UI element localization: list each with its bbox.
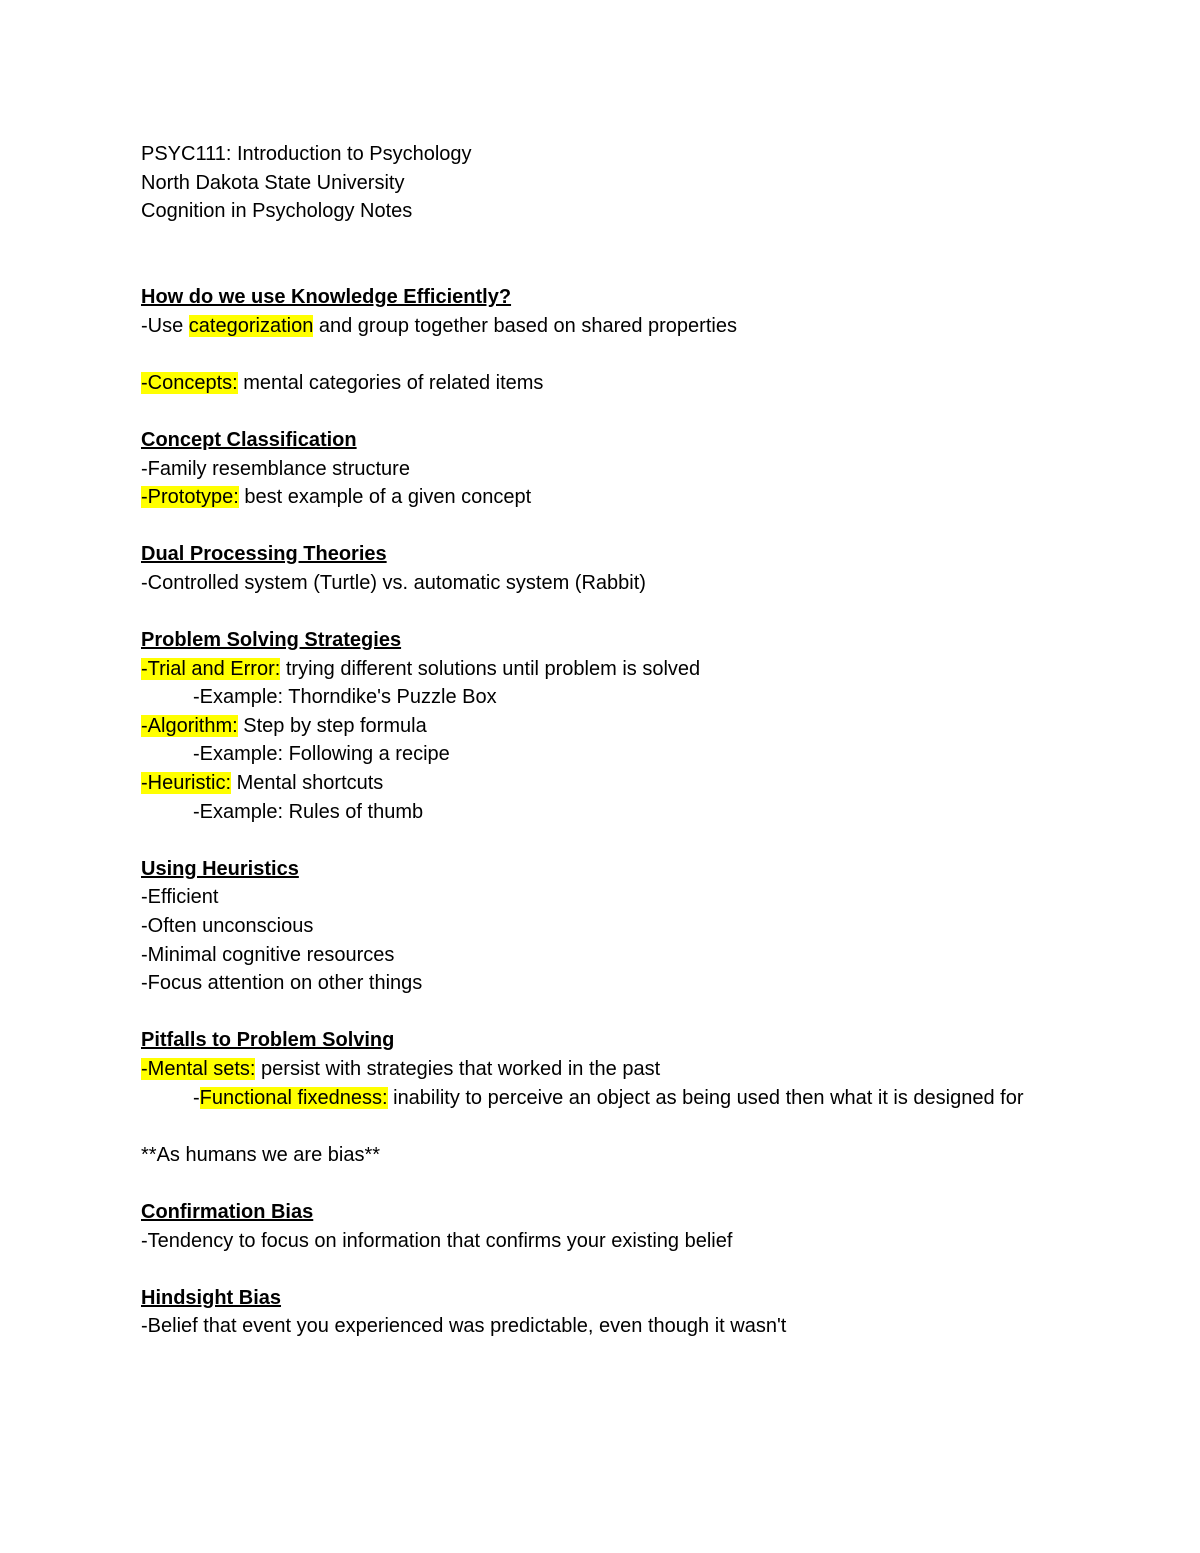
section-confirmation-bias: [141, 1198, 1071, 1255]
section-heading: Dual Processing Theories: [141, 543, 387, 566]
bullet-line: -Family resemblance structure: [141, 457, 410, 480]
highlight: -Algorithm:: [141, 714, 238, 737]
section-heading: How do we use Knowledge Efficiently?: [141, 285, 512, 308]
document-page: [141, 140, 1071, 1341]
section-hindsight-bias: [141, 1284, 1071, 1341]
bullet-line: -Controlled system (Turtle) vs. automatic system (Rabbit): [141, 571, 646, 594]
course-title: PSYC111: Introduction to Psychology: [141, 143, 472, 165]
example-line: -Example: Following a recipe: [193, 743, 450, 766]
section-using-heuristics: [141, 855, 1071, 998]
list-item: -Efficient: [141, 886, 219, 909]
section-heading: Using Heuristics: [141, 857, 299, 880]
school-name: North Dakota State University: [141, 171, 405, 194]
section-classification: [141, 426, 1071, 512]
section-dual-processing: [141, 540, 1071, 597]
highlight: -Trial and Error:: [141, 657, 281, 680]
section-heading: Pitfalls to Problem Solving: [141, 1029, 395, 1052]
example-line: -Example: Rules of thumb: [193, 800, 424, 823]
list-item: -Often unconscious: [141, 915, 314, 938]
section-heading: Concept Classification: [141, 428, 357, 451]
highlight: -Mental sets:: [141, 1058, 256, 1080]
example-line: -Example: Thorndike's Puzzle Box: [193, 686, 497, 709]
list-item: -Minimal cognitive resources: [141, 943, 395, 966]
highlight: categorization: [188, 314, 314, 337]
bullet-line: -Heuristic: Mental shortcuts: [141, 772, 384, 795]
bullet-line: -Algorithm: Step by step formula: [141, 714, 427, 737]
document-header: [141, 140, 1071, 226]
section-knowledge: [141, 283, 1071, 397]
bias-note: **As humans we are bias**: [141, 1143, 381, 1166]
bullet-line: -Prototype: best example of a given concept: [141, 486, 532, 509]
highlight: -Concepts:: [141, 371, 238, 394]
bullet-line: -Belief that event you experienced was predictable, even though it wasn't: [141, 1315, 787, 1338]
section-strategies: [141, 626, 1071, 826]
bullet-line: -Trial and Error: trying different solutions until problem is solved: [141, 657, 701, 680]
section-pitfalls: [141, 1026, 1071, 1112]
section-heading: Confirmation Bias: [141, 1200, 314, 1223]
highlight: -Heuristic:: [141, 772, 232, 795]
bullet-line: -Tendency to focus on information that confirms your existing belief: [141, 1229, 733, 1252]
highlight: -Prototype:: [141, 486, 239, 509]
section-heading: Hindsight Bias: [141, 1286, 282, 1309]
bullet-line: -Concepts: mental categories of related items: [141, 371, 544, 394]
section-heading: Problem Solving Strategies: [141, 629, 402, 652]
bullet-line: -Mental sets: persist with strategies that worked in the past: [141, 1058, 661, 1080]
bullet-line: -Use categorization and group together based on shared properties: [141, 314, 737, 337]
list-item: -Focus attention on other things: [141, 972, 423, 995]
highlight: Functional fixedness:: [199, 1086, 388, 1109]
example-line: -Functional fixedness: inability to perceive an object as being used then what it is designed for: [193, 1086, 1024, 1109]
doc-title: Cognition in Psychology Notes: [141, 200, 413, 223]
